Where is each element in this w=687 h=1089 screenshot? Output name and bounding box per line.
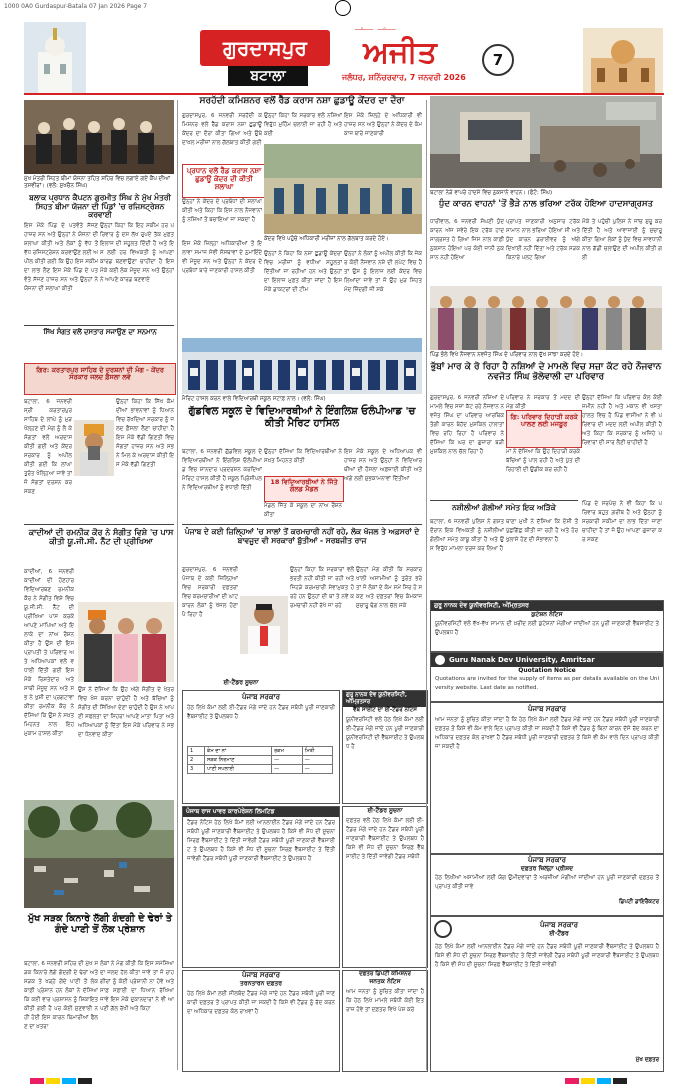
notice-n5-table: 1 ਕੰਮ ਦਾ ਨਾਂ ਰਕਮ ਮਿਤੀ 2 ਸੜਕ ਨਿਰਮਾਣ — — 3 ਪਾਣੀ ਸਪਲਾਈ — — bbox=[187, 746, 333, 774]
block-camp-photo bbox=[24, 100, 174, 174]
rehab-headline: ਸਰਹੱਦੀ ਕਮਿਸ਼ਨਰ ਵਲੋਂ ਰੈੱਡ ਕਰਾਸ ਨਸ਼ਾ ਛੁਡਾਊ ਕੇਂਦਰ ਦਾ ਦੌਰਾ bbox=[199, 96, 405, 106]
truck-accident-caption: ਬਟਾਲਾ ਨੇੜੇ ਵਾਪਰੇ ਹਾਦਸੇ ਵਿਚ ਨੁਕਸਾਨੇ ਵਾਹਨ। (ਫੋਟੋ: ਸਿੰਘ) bbox=[430, 190, 553, 196]
turban-text-col1: ਬਟਾਲਾ, 6 ਜਨਵਰੀ ਸ੍ਰੀ ਕਰਤਾਰਪੁਰ ਸਾਹਿਬ ਦੇ ਲਾਂਘੇ ਨੂੰ ਮੁੜ ਖੋਲ੍ਹਣ ਦੀ ਮੰਗ ਨੂੰ ਲੈ ਕੇ ਸੰਗਤਾਂ ਵਲੋਂ ਅਰਦਾਸ ਕੀਤੀ ਗਈ ਅਤੇ ਕੇਂਦਰ ਸਰਕਾਰ ਨੂੰ ਅਪੀਲ ਕੀਤੀ ਗਈ ਕਿ ਲਾਂਘਾ ਤੁਰੰਤ ਖੋਲ੍ਹਿਆ ਜਾਵੇ ਤਾਂ ਜੋ ਸੰਗਤਾਂ ਦਰਸ਼ਨ ਕਰ ਸਕਣ bbox=[24, 399, 72, 495]
notice-n7 bbox=[182, 806, 340, 968]
building-image bbox=[583, 28, 663, 94]
school-text-col3: ਇਸ ਮੌਕੇ ਸਕੂਲ ਦੇ ਅਧਿਆਪਕ ਵੀ ਹਾਜ਼ਰ ਸਨ ਅਤੇ ਉਨ੍ਹਾਂ ਨੇ ਵਿਦਿਆਰਥੀਆਂ ਦੀ ਹੌਸਲਾ ਅਫ਼ਜ਼ਾਈ ਕੀਤੀ ਅਤੇ ਅੱਗੇ ਲਈ ਸ਼ੁਭਕਾਮਨਾਵਾਂ ਦਿੱਤੀਆਂ bbox=[344, 449, 422, 482]
notice-n8-title: ਦਫ਼ਤਰ ਡਿਪਟੀ ਕਮਿਸ਼ਨਰ bbox=[359, 971, 411, 977]
notice-n7-title: ਪੰਜਾਬ ਰਾਜ ਪਾਵਰ ਕਾਰਪੋਰੇਸ਼ਨ ਲਿਮਟਿਡ bbox=[183, 807, 339, 817]
turban-text-col2: ਉਨ੍ਹਾਂ ਕਿਹਾ ਕਿ ਸਿੱਖ ਕੌਮ ਦੀਆਂ ਭਾਵਨਾਵਾਂ ਨੂੰ ਧਿਆਨ ਵਿਚ ਰੱਖਦਿਆਂ ਸਰਕਾਰ ਨੂੰ ਜਲਦ ਫ਼ੈਸਲਾ ਲੈਣਾ ਚਾਹੀਦਾ ਹੈ ਇਸ ਮੌਕੇ ਵੱਡੀ ਗਿਣਤੀ ਵਿਚ ਸੰਗਤਾਂ ਹਾਜ਼ਰ ਸਨ ਅਤੇ ਸਭ ਨੇ ਮਿਲ ਕੇ ਅਰਦਾਸ ਕੀਤੀ ਇਸ ਮੌਕੇ ਵੱਡੀ ਗਿਣਤੀ bbox=[116, 399, 174, 468]
notice-n3 bbox=[430, 702, 664, 854]
date-line: ਜਲੰਧਰ, ਸ਼ਨਿੱਚਰਵਾਰ, 7 ਜਨਵਰੀ 2026 bbox=[342, 73, 466, 82]
block-camp-caption: ਮੁੱਖ ਮੰਤਰੀ ਸਿਹਤ ਬੀਮਾ ਯੋਜਨਾ ਤਹਿਤ ਸ਼ਹਿਰ ਵਿਚ ਲਗਾਏ ਗਏ ਕੈਂਪ ਦੀਆਂ ਤਸਵੀਰਾਂ। (ਵਲੋਂ: ਸੁਖਚੈਨ ਸਿੰਘ) bbox=[24, 176, 170, 189]
notice-n9 bbox=[182, 970, 340, 1072]
notice-n4-title: ਗੁਰੂ ਨਾਨਕ ਦੇਵ ਯੂਨੀਵਰਸਿਟੀ, ਅੰਮ੍ਰਿਤਸਰ bbox=[343, 691, 427, 707]
notice-n7-body: ਟੈਂਡਰ ਨੋਟਿਸ ਹੇਠ ਲਿਖੇ ਕੰਮਾਂ ਲਈ ਆਨਲਾਈਨ ਟੈਂਡਰ ਮੰਗੇ ਜਾਂਦੇ ਹਨ ਟੈਂਡਰ ਸਬੰਧੀ ਪੂਰੀ ਜਾਣਕਾਰੀ ਵੈੱਬਸਾਈਟ ਤੇ ਉਪਲਬਧ ਹੈ ਕਿਸੇ ਵੀ ਸੋਧ ਦੀ ਸੂਚਨਾ ਸਿਰਫ਼ ਵੈੱਬਸਾਈਟ ਤੇ ਦਿੱਤੀ ਜਾਵੇਗੀ ਟੈਂਡਰ ਸਬੰਧੀ ਪੂਰੀ ਜਾਣਕਾਰੀ ਵੈੱਬਸਾਈਟ ਤੇ ਉਪਲਬਧ ਹੈ ਕਿਸੇ ਵੀ ਸੋਧ ਦੀ ਸੂਚਨਾ ਸਿਰਫ਼ ਵੈੱਬਸਾਈਟ ਤੇ ਦਿੱਤੀ ਜਾਵੇਗੀ ਟੈਂਡਰ ਸਬੰਧੀ ਪੂਰੀ ਜਾਣਕਾਰੀ ਵੈੱਬਸਾਈਟ ਤੇ ਉਪਲਬਧ ਹੈ bbox=[187, 820, 335, 862]
divider bbox=[24, 524, 174, 525]
notice-n3-title: ਪੰਜਾਬ ਸਰਕਾਰ bbox=[527, 705, 566, 713]
pills-text-col1: ਬਟਾਲਾ, 6 ਜਨਵਰੀ ਪੁਲਿਸ ਨੇ ਗਸ਼ਤ ਦੌਰਾਨ ਇਕ ਵਿਅਕਤੀ ਨੂੰ ਨਸ਼ੀਲੀਆਂ ਗੋਲੀਆਂ ਸਮੇਤ ਕਾਬੂ ਕੀਤਾ ਹੈ ਅਤੇ ਉਸ ਵਿਰੁੱਧ ਮਾਮਲਾ ਦਰਜ ਕਰ ਲਿਆ ਹੈ bbox=[430, 519, 504, 552]
notice-n5 bbox=[182, 690, 340, 804]
net-exam-headline: ਕਾਦੀਆਂ ਦੀ ਰਮਨੀਕ ਕੌਰ ਨੇ ਸੰਗੀਤ ਵਿਸ਼ੇ 'ਚ ਪਾਸ ਕੀਤੀ ਯੂ.ਜੀ.ਸੀ. ਨੈੱਟ ਦੀ ਪ੍ਰੀਖਿਆ bbox=[28, 528, 174, 547]
garbage-text-col2: ਲੋਕਾਂ ਨੇ ਮੰਗ ਕੀਤੀ ਕਿ ਇਸ ਸਮੱਸਿਆ ਦਾ ਜਲਦ ਹੱਲ ਕੀਤਾ ਜਾਵੇ ਤਾਂ ਜੋ ਰਾਹਗੀਰਾਂ ਨੂੰ ਕੋਈ ਪ੍ਰੇਸ਼ਾਨੀ ਨਾ ਹੋਵੇ ਅਤੇ ਸਾਫ਼ ਸਫ਼ਾਈ ਦਾ ਧਿਆਨ ਰੱਖਿਆ ਜਾਵੇ ਇਸ ਮੌਕੇ ਦੁਕਾਨਦਾਰਾਂ ਨੇ ਵੀ ਆਪਣੀ ਗੱਲ ਰੱਖੀ ਅਤੇ ਕਿਹਾ bbox=[100, 961, 174, 1012]
notice-n1-body: ਯੂਨੀਵਰਸਿਟੀ ਵਲੋਂ ਵੱਖ-ਵੱਖ ਸਾਮਾਨ ਦੀ ਖ਼ਰੀਦ ਲਈ ਕੁਟੇਸ਼ਨਾਂ ਮੰਗੀਆਂ ਜਾਂਦੀਆਂ ਹਨ ਪੂਰੀ ਜਾਣਕਾਰੀ ਵੈੱਬਸਾਈਟ ਤੇ ਉਪਲਬਧ ਹੈ bbox=[435, 621, 659, 636]
truck-text-col2: ਪ੍ਰਾਪਤ ਜਾਣਕਾਰੀ ਅਨੁਸਾਰ ਟਰੱਕ ਸਾਮਾਨ ਨਾਲ ਭਰਿਆ ਹੋਇਆ ਸੀ ਅਤੇ ਧੁੰਦ ਕਾਰਨ ਡਰਾਈਵਰ ਨੂੰ ਅੱਗੇ ਦਿਖਾਈ ਨਹੀਂ ਦਿੱਤਾ ਅਤੇ ਟਰੱਕ ਸੜਕ ਕਿਨਾਰੇ ਪਲਟ ਗਿਆ bbox=[506, 219, 580, 261]
employees-text-col1: ਗੁਰਦਾਸਪੁਰ, 6 ਜਨਵਰੀ ਪੰਜਾਬ ਦੇ ਕਈ ਜ਼ਿਲ੍ਹਿਆਂ ਵਿਚ ਸਰਕਾਰੀ ਦਫ਼ਤਰਾਂ ਵਿਚ ਕਰਮਚਾਰੀਆਂ ਦੀ ਘਾਟ ਕਾਰਨ ਲੋਕਾਂ ਨੂੰ ਖੱਜਲ ਹੋਣਾ ਪੈ ਰਿਹਾ ਹੈ bbox=[182, 567, 238, 618]
rehab-text-col2: ਉਨ੍ਹਾਂ ਕਿਹਾ ਕਿ ਸਰਕਾਰ ਵਲੋਂ ਨਸ਼ਿਆਂ ਵਿਰੁੱਧ ਮੁਹਿੰਮ ਚਲਾਈ ਜਾ ਰਹੀ ਹੈ ਅਤੇ ਕਈ bbox=[264, 113, 342, 137]
notice-n5-title: ਪੰਜਾਬ ਸਰਕਾਰ bbox=[241, 693, 280, 701]
divider bbox=[430, 500, 578, 501]
notice-n11-sub: ਦਫ਼ਤਰ ਜ਼ਿਲ੍ਹਾ ਪ੍ਰੀਸ਼ਦ bbox=[520, 865, 574, 872]
school-text-col2b: ਮੈਡਲ ਜਿੱਤ ਕੇ ਸਕੂਲ ਦਾ ਨਾਂਅ ਰੌਸ਼ਨ ਕੀਤਾ bbox=[264, 503, 342, 518]
school-quote: 18 ਵਿਦਿਆਰਥੀਆਂ ਨੇ ਜਿੱਤੇ ਗੋਲਡ ਮੈਡਲ bbox=[270, 478, 338, 494]
rehab-photo-caption: ਕੇਂਦਰ ਵਿਖੇ ਪਹੁੰਚੇ ਅਧਿਕਾਰੀ ਮਰੀਜ਼ਾਂ ਨਾਲ ਗੱਲਬਾਤ ਕਰਦੇ ਹੋਏ। bbox=[264, 236, 389, 242]
notice-n4-body: ਯੂਨੀਵਰਸਿਟੀ ਵਲੋਂ ਹੇਠ ਲਿਖੇ ਕੰਮਾਂ ਲਈ ਈ-ਟੈਂਡਰ ਮੰਗੇ ਜਾਂਦੇ ਹਨ ਪੂਰੀ ਜਾਣਕਾਰੀ ਯੂਨੀਵਰਸਿਟੀ ਦੀ ਵੈੱਬਸਾਈਟ ਤੇ ਉਪਲਬਧ ਹੈ bbox=[346, 717, 424, 750]
notice-n10-title: ਪੰਜਾਬ ਸਰਕਾਰ bbox=[539, 920, 578, 929]
notice-n1 bbox=[430, 600, 664, 652]
rehab-quote-box bbox=[182, 164, 266, 198]
notice-n11-footer: ਡਿਪਟੀ ਡਾਇਰੈਕਟਰ bbox=[618, 899, 659, 905]
notice-n10-sub: ਈ-ਟੈਂਡਰ bbox=[549, 929, 569, 937]
notice-n10-body: ਹੇਠ ਲਿਖੇ ਕੰਮਾਂ ਲਈ ਆਨਲਾਈਨ ਟੈਂਡਰ ਮੰਗੇ ਜਾਂਦੇ ਹਨ ਟੈਂਡਰ ਸਬੰਧੀ ਪੂਰੀ ਜਾਣਕਾਰੀ ਵੈੱਬਸਾਈਟ ਤੇ ਉਪਲਬਧ ਹੈ ਕਿਸੇ ਵੀ ਸੋਧ ਦੀ ਸੂਚਨਾ ਸਿਰਫ਼ ਵੈੱਬਸਾਈਟ ਤੇ ਦਿੱਤੀ ਜਾਵੇਗੀ ਟੈਂਡਰ ਸਬੰਧੀ ਪੂਰੀ ਜਾਣਕਾਰੀ ਵੈੱਬਸਾਈਟ ਤੇ ਉਪਲਬਧ ਹੈ ਕਿਸੇ ਵੀ ਸੋਧ ਦੀ ਸੂਚਨਾ ਸਿਰਫ਼ ਵੈੱਬਸਾਈਟ ਤੇ ਦਿੱਤੀ ਜਾਵੇਗੀ bbox=[435, 944, 659, 968]
divider bbox=[182, 524, 422, 525]
sarabjit-raj-photo bbox=[240, 596, 288, 654]
notice-n11 bbox=[430, 854, 664, 916]
notice-n4 bbox=[342, 690, 428, 804]
notice-n2-title: Guru Nanak Dev University, Amritsar bbox=[449, 656, 595, 664]
column-rule bbox=[426, 100, 427, 1070]
block-camp-headline: ਬਲਾਕ ਪ੍ਰਧਾਨ ਕੈਪਟਨ ਗੁਰਮੀਤ ਸਿੰਘ ਨੇ ਮੁੱਖ ਮੰਤਰੀ ਸਿਹਤ ਬੀਮਾ ਯੋਜਨਾ ਦੀ ਪਿੰਡਾਂ 'ਚ ਰਜਿਸਟ੍ਰੇਸ਼ਨ ਕਰਵਾਈ bbox=[29, 193, 171, 220]
garbage-headline: ਮੁੱਖ ਸੜਕ ਕਿਨਾਰੇ ਲੱਗੀ ਗੰਦਗੀ ਦੇ ਢੇਰਾਂ ਤੇ ਗੰਦੇ ਪਾਣੀ ਤੋਂ ਲੋਕ ਪ੍ਰੇਸ਼ਾਨ bbox=[28, 913, 172, 935]
family-photo bbox=[430, 286, 662, 350]
family-text-col2b: ਮਾਂ ਨੇ ਦੱਸਿਆ ਕਿ ਉਹ ਦਿਹਾੜੀ ਕਰਕੇ ਬੱਚਿਆਂ ਨੂੰ ਪਾਲ ਰਹੀ ਹੈ ਅਤੇ ਪੁੱਤ ਦੀ ਰਿਹਾਈ ਦੀ ਉਡੀਕ ਕਰ ਰਹੀ ਹੈ bbox=[506, 449, 580, 473]
block-camp-text-col1: ਇਸ ਮੌਕੇ ਪਿੰਡ ਦੇ ਪਤਵੰਤੇ ਸੱਜਣ ਹਾਜ਼ਰ ਸਨ ਅਤੇ ਉਨ੍ਹਾਂ ਨੇ ਯੋਜਨਾ ਦੀ ਸ਼ਲਾਘਾ ਕੀਤੀ ਅਤੇ ਲੋਕਾਂ ਨੂੰ ਵੱਧ ਤੋਂ ਵੱਧ ਰਜਿਸਟ੍ਰੇਸ਼ਨ ਕਰਵਾਉਣ ਲਈ ਅਪੀਲ ਕੀਤੀ ਗਈ ਕਿ ਉਹ ਇਸ ਸਕੀਮ ਦਾ ਲਾਭ ਲੈਣ ਇਸ ਮੌਕੇ ਪਿੰਡ ਦੇ ਪਤਵੰਤੇ ਸੱਜਣ ਹਾਜ਼ਰ ਸਨ ਅਤੇ ਉਨ੍ਹਾਂ ਨੇ ਯੋਜਨਾ ਦੀ ਸ਼ਲਾਘਾ ਕੀਤੀ bbox=[24, 223, 98, 292]
notice-n8-body: ਆਮ ਜਨਤਾ ਨੂੰ ਸੂਚਿਤ ਕੀਤਾ ਜਾਂਦਾ ਹੈ ਕਿ ਹੇਠ ਲਿਖੇ ਮਾਮਲੇ ਸਬੰਧੀ ਕੋਈ ਇਤਰਾਜ਼ ਹੋਵੇ ਤਾਂ ਦਫ਼ਤਰ ਵਿਖੇ ਪੇਸ਼ ਕਰੇ bbox=[346, 989, 424, 1013]
employees-text-col2: ਉਨ੍ਹਾਂ ਕਿਹਾ ਕਿ ਸਰਕਾਰਾਂ ਵਲੋਂ ਭਰਤੀ ਨਹੀਂ ਕੀਤੀ ਜਾ ਰਹੀ ਅਤੇ ਜਿਹੜੇ ਕਰਮਚਾਰੀ ਸੇਵਾਮੁਕਤ ਹੋ ਰਹੇ ਹਨ ਉਨ੍ਹਾਂ ਦੀ ਥਾਂ ਤੇ ਨਵੇਂ ਕਰਮਚਾਰੀ ਨਹੀਂ ਰੱਖੇ ਜਾ ਰਹੇ bbox=[290, 567, 354, 609]
family-text-col3: ਉਨ੍ਹਾਂ ਦੱਸਿਆ ਕਿ ਪਰਿਵਾਰ ਕੋਲ ਕੋਈ ਜ਼ਮੀਨ ਨਹੀਂ ਹੈ ਅਤੇ ਮਕਾਨ ਵੀ ਖਸਤਾ ਹਾਲਤ ਵਿਚ ਹੈ ਪਿੰਡ ਵਾਸੀਆਂ ਨੇ ਵੀ ਪਰਿਵਾਰ ਦੀ ਮਦਦ ਲਈ ਅਪੀਲ ਕੀਤੀ ਹੈ ਅਤੇ ਕਿਹਾ ਕਿ ਸਰਕਾਰ ਨੂੰ ਅਜਿਹੇ ਪਰਿਵਾਰਾਂ ਦੀ ਸਾਰ ਲੈਣੀ ਚਾਹੀਦੀ ਹੈ bbox=[582, 395, 662, 446]
net-exam-photo bbox=[78, 602, 174, 682]
family-photo-caption: ਪਿੰਡ ਭੋਲੇ ਵਿਖੇ ਨੌਜਵਾਨ ਨਵਜੋਤ ਸਿੰਘ ਦੇ ਪਰਿਵਾਰ ਨਾਲ ਦੁੱਖ ਸਾਂਝਾ ਕਰਦੇ ਹੋਏ। bbox=[430, 352, 584, 358]
notice-n9-sub: ਤਰਨਤਾਰਨ ਦਫ਼ਤਰ bbox=[240, 980, 282, 987]
school-photo-caption: ਮੈਰਿਟ ਹਾਸਲ ਕਰਨ ਵਾਲੇ ਵਿਦਿਆਰਥੀ ਸਕੂਲ ਸਟਾਫ਼ ਨਾਲ। (ਵਲੋਂ: ਸਿੰਘ) bbox=[182, 396, 326, 402]
file-info: 1000 0A0 Gurdaspur-Batala 07 Jan 2026 Page 7 bbox=[4, 3, 148, 10]
pills-text-col2: ਥਾਣਾ ਮੁਖੀ ਨੇ ਦੱਸਿਆ ਕਿ ਦੋਸ਼ੀ ਤੋਂ ਪੁੱਛਗਿੱਛ ਕੀਤੀ ਜਾ ਰਹੀ ਹੈ ਅਤੇ ਹੋਰ ਖੁਲਾਸੇ ਹੋਣ ਦੀ ਸੰਭਾਵਨਾ ਹੈ bbox=[506, 519, 578, 543]
turban-story-headline: ਸਿੱਖ ਸੰਗਤ ਵਲੋਂ ਦਸਤਾਰ ਸਜਾਉਣ ਦਾ ਸਨਮਾਨ bbox=[43, 328, 157, 336]
notice-n11-title: ਪੰਜਾਬ ਸਰਕਾਰ bbox=[527, 856, 566, 864]
rehab-quote: ਪ੍ਰਧਾਨ ਵਲੋਂ ਰੈੱਡ ਕਰਾਸ ਨਸ਼ਾ ਛੁਡਾਊ ਕੇਂਦਰ ਦੀ ਕੀਤੀ ਸ਼ਲਾਘਾ bbox=[186, 167, 262, 192]
turban-story-subhead: ਗਿਰ: ਕਰਤਾਰਪੁਰ ਸਾਹਿਬ ਦੇ ਦਰਸ਼ਨਾਂ ਦੀ ਮੰਗ - ਕੇਂਦਰ ਸਰਕਾਰ ਜਲਦ ਫ਼ੈਸਲਾ ਲਵੇ bbox=[36, 366, 164, 382]
school-quote-box bbox=[264, 476, 344, 502]
pills-headline: ਨਸ਼ੀਲੀਆਂ ਗੋਲੀਆਂ ਸਮੇਤ ਇਕ ਅੜਿੱਕੇ bbox=[452, 503, 556, 512]
garbage-text-col1: ਬਟਾਲਾ, 6 ਜਨਵਰੀ ਸ਼ਹਿਰ ਦੀ ਮੁੱਖ ਸੜਕ ਕਿਨਾਰੇ ਲੱਗੇ ਗੰਦਗੀ ਦੇ ਢੇਰਾਂ ਅਤੇ ਸੜਕ ਤੇ ਖੜ੍ਹੇ ਗੰਦੇ ਪਾਣੀ ਤੋਂ ਲੋਕ ਕਾਫ਼ੀ ਪ੍ਰੇਸ਼ਾਨ ਹਨ ਲੋਕਾਂ ਨੇ ਦੱਸਿਆ ਕਿ ਕਈ ਵਾਰ ਪ੍ਰਸ਼ਾਸਨ ਨੂੰ ਸ਼ਿਕਾਇਤ ਕੀਤੀ ਗਈ ਹੈ ਪਰ ਕੋਈ ਸੁਣਵਾਈ ਨਹੀਂ ਹੋਈ ਇਸ ਕਾਰਨ ਬਿਮਾਰੀਆਂ ਫੈਲਣ ਦਾ ਖ਼ਤਰਾ bbox=[24, 961, 98, 1030]
edition-city-label: ਗੁਰਦਾਸਪੁਰ bbox=[200, 30, 330, 66]
family-headline: ਭੁੱਬਾਂ ਮਾਰ ਕੇ ਰੋ ਰਿਹਾ ਹੈ ਨਸ਼ਿਆਂ ਦੇ ਮਾਮਲੇ ਵਿਚ ਸਜ਼ਾ ਕੱਟ ਰਹੇ ਨੌਜਵਾਨ ਨਵਜੋਤ ਸਿੰਘ ਭੋਲੇਵਾਲੀ ਦਾ ਪਰਿਵਾਰ bbox=[430, 362, 662, 383]
school-text-col2: ਉਨ੍ਹਾਂ ਦੱਸਿਆ ਕਿ ਵਿਦਿਆਰਥੀਆਂ ਨੇ ਸਖ਼ਤ ਮਿਹਨਤ ਕੀਤੀ bbox=[264, 449, 342, 464]
rehab-text-col3b: ਉਨ੍ਹਾਂ ਨੇ ਲੋਕਾਂ ਨੂੰ ਅਪੀਲ ਕੀਤੀ ਕਿ ਜੇਕਰ ਕੋਈ ਨੌਜਵਾਨ ਨਸ਼ੇ ਦੀ ਲਪੇਟ ਵਿਚ ਹੈ ਤਾਂ ਉਸ ਨੂੰ ਇਲਾਜ ਲਈ ਕੇਂਦਰ ਵਿਚ ਲਿਆਂਦਾ ਜਾਵੇ ਤਾਂ ਜੋ ਉਹ ਮੁੜ ਸਿਹਤਮੰਦ ਜ਼ਿੰਦਗੀ ਜੀ ਸਕੇ bbox=[344, 251, 422, 293]
notice-n6-title: ਈ-ਟੈਂਡਰ ਸੂਚਨਾ bbox=[367, 807, 403, 814]
rehab-text-col1b: ਉਨ੍ਹਾਂ ਨੇ ਕੇਂਦਰ ਦੇ ਪ੍ਰਬੰਧਾਂ ਦੀ ਸ਼ਲਾਘਾ ਕੀਤੀ ਅਤੇ ਕਿਹਾ ਕਿ ਇਸ ਨਾਲ ਨੌਜਵਾਨਾਂ ਨੂੰ ਨਸ਼ਿਆਂ ਤੋਂ ਬਚਾਇਆ ਜਾ ਸਕਦਾ ਹੈ bbox=[182, 199, 262, 223]
masthead-rule bbox=[24, 93, 664, 95]
tender-headline-row bbox=[182, 680, 300, 688]
column-rule bbox=[177, 100, 178, 1070]
school-text-col1: ਬਟਾਲਾ, 6 ਜਨਵਰੀ ਗੁੱਡਵਿਲ ਸਕੂਲ ਦੇ ਵਿਦਿਆਰਥੀਆਂ ਨੇ ਇੰਗਲਿਸ਼ ਓਲੰਪੀਆਡ ਵਿਚ ਸ਼ਾਨਦਾਰ ਪ੍ਰਦਰਸ਼ਨ ਕਰਦਿਆਂ ਮੈਰਿਟ ਹਾਸਲ ਕੀਤੀ ਹੈ ਸਕੂਲ ਪ੍ਰਿੰਸੀਪਲ ਨੇ ਵਿਦਿਆਰਥੀਆਂ ਨੂੰ ਵਧਾਈ ਦਿੱਤੀ bbox=[182, 449, 262, 491]
notice-n10-footer: ਮੁੱਖ ਦਫ਼ਤਰ bbox=[635, 1057, 659, 1063]
notice-n10 bbox=[430, 916, 664, 1072]
notice-n9-title: ਪੰਜਾਬ ਸਰਕਾਰ bbox=[241, 971, 280, 979]
school-students-photo bbox=[182, 338, 422, 394]
notice-n9-body: ਹੇਠ ਲਿਖੇ ਕੰਮਾਂ ਲਈ ਸੀਲਬੰਦ ਟੈਂਡਰ ਮੰਗੇ ਜਾਂਦੇ ਹਨ ਟੈਂਡਰ ਸਬੰਧੀ ਪੂਰੀ ਜਾਣਕਾਰੀ ਦਫ਼ਤਰ ਤੋਂ ਪ੍ਰਾਪਤ ਕੀਤੀ ਜਾ ਸਕਦੀ ਹੈ ਕਿਸੇ ਵੀ ਟੈਂਡਰ ਨੂੰ ਰੱਦ ਕਰਨ ਦਾ ਅਧਿਕਾਰ ਦਫ਼ਤਰ ਕੋਲ ਰਾਖਵਾਂ ਹੈ bbox=[187, 991, 335, 1015]
divider bbox=[24, 325, 174, 326]
garbage-photo bbox=[24, 800, 174, 908]
net-exam-text-col2: ਉਸ ਨੇ ਦੱਸਿਆ ਕਿ ਉਹ ਅੱਗੇ ਸੰਗੀਤ ਦੇ ਖੇਤਰ ਵਿਚ ਖੋਜ ਕਰਨਾ ਚਾਹੁੰਦੀ ਹੈ ਅਤੇ ਬੱਚਿਆਂ ਨੂੰ ਸੰਗੀਤ ਦੀ ਸਿੱਖਿਆ ਦੇਣਾ ਚਾਹੁੰਦੀ ਹੈ ਉਸ ਨੇ ਆਪਣੀ ਸਫਲਤਾ ਦਾ ਸਿਹਰਾ ਆਪਣੇ ਮਾਤਾ ਪਿਤਾ ਅਤੇ ਅਧਿਆਪਕਾਂ ਨੂੰ ਦਿੱਤਾ ਇਸ ਮੌਕੇ ਪਰਿਵਾਰ ਨੇ ਸਭ ਦਾ ਧੰਨਵਾਦ ਕੀਤਾ bbox=[78, 687, 174, 738]
turban-story-subhead-box bbox=[24, 363, 176, 395]
family-quote: ਗਿ: ਪਰਿਵਾਰ ਦਿਹਾੜੀ ਕਰਕੇ ਪਾਲਣ ਲਈ ਮਜਬੂਰ bbox=[510, 413, 578, 429]
employees-text-col3: ਉਨ੍ਹਾਂ ਮੰਗ ਕੀਤੀ ਕਿ ਸਰਕਾਰ ਖਾਲੀ ਅਸਾਮੀਆਂ ਨੂੰ ਤੁਰੰਤ ਭਰੇ ਤਾਂ ਜੋ ਲੋਕਾਂ ਦੇ ਕੰਮ ਸਮੇਂ ਸਿਰ ਹੋ ਸਕਣ ਅਤੇ ਦਫ਼ਤਰਾਂ ਵਿਚ ਕੰਮਕਾਜ ਸੁਚਾਰੂ ਢੰਗ ਨਾਲ ਚੱਲ ਸਕੇ bbox=[356, 567, 422, 609]
school-headline: ਗੁੱਡਵਿਲ ਸਕੂਲ ਦੇ ਵਿਦਿਆਰਥੀਆਂ ਨੇ ਇੰਗਲਿਸ਼ ਓਲੰਪੀਆਡ 'ਚ ਕੀਤੀ ਮੈਰਿਟ ਹਾਸਿਲ bbox=[188, 406, 416, 429]
rehab-text-col3: ਇਸ ਮੌਕੇ ਜ਼ਿਲ੍ਹੇ ਦੇ ਅਧਿਕਾਰੀ ਵੀ ਹਾਜ਼ਰ ਸਨ ਅਤੇ ਉਨ੍ਹਾਂ ਨੇ ਕੇਂਦਰ ਦੇ ਕੰਮਕਾਜ ਬਾਰੇ ਜਾਣਕਾਰੀ bbox=[344, 113, 422, 137]
notice-n6 bbox=[342, 806, 428, 968]
notice-n6-body: ਦਫ਼ਤਰ ਵਲੋਂ ਹੇਠ ਲਿਖੇ ਕੰਮਾਂ ਲਈ ਈ-ਟੈਂਡਰ ਮੰਗੇ ਜਾਂਦੇ ਹਨ ਟੈਂਡਰ ਸਬੰਧੀ ਪੂਰੀ ਜਾਣਕਾਰੀ ਵੈੱਬਸਾਈਟ ਤੇ ਉਪਲਬਧ ਹੈ ਕਿਸੇ ਵੀ ਸੋਧ ਦੀ ਸੂਚਨਾ ਸਿਰਫ਼ ਵੈੱਬਸਾਈਟ ਤੇ ਦਿੱਤੀ ਜਾਵੇਗੀ ਟੈਂਡਰ ਸਬੰਧੀ bbox=[346, 818, 424, 860]
notice-n4-sub: ਵੈੱਬ ਸਾਈਟ ਦਾ ਈ-ਟੈਂਡਰ ਨੋਟਿਸ bbox=[353, 707, 417, 713]
notice-n1-sub: ਕੁਟੇਸ਼ਨ ਨੋਟਿਸ bbox=[531, 611, 563, 618]
block-camp-text-col2: ਉਨ੍ਹਾਂ ਕਿਹਾ ਕਿ ਇਹ ਸਕੀਮ ਹਰ ਪਰਿਵਾਰ ਨੂੰ ਦਸ ਲੱਖ ਰੁਪਏ ਤੱਕ ਮੁਫ਼ਤ ਇਲਾਜ ਦੀ ਸਹੂਲਤ ਦਿੰਦੀ ਹੈ ਅਤੇ ਇਸ ਲਈ ਹਰ ਵਿਅਕਤੀ ਨੂੰ ਆਪਣਾ ਕਾਰਡ ਬਣਵਾਉਣਾ ਚਾਹੀਦਾ ਹੈ ਇਸ ਮੌਕੇ ਕਈ ਲੋਕ ਮੌਜੂਦ ਸਨ ਅਤੇ ਉਨ੍ਹਾਂ ਨੇ ਆਪਣੇ ਕਾਰਡ ਬਣਵਾਏ bbox=[100, 223, 174, 283]
truck-text-col1: ਧਾਰੀਵਾਲ, 6 ਜਨਵਰੀ ਸੰਘਣੀ ਧੁੰਦ ਕਾਰਨ ਅੱਜ ਸਵੇਰੇ ਇਕ ਟਰੱਕ ਹਾਦਸਾਗ੍ਰਸਤ ਹੋ ਗਿਆ ਜਿਸ ਨਾਲ ਕਾਫ਼ੀ ਨੁਕਸਾਨ ਹੋਇਆ ਪਰ ਕੋਈ ਜਾਨੀ ਨੁਕਸਾਨ ਨਹੀਂ ਹੋਇਆ bbox=[430, 219, 504, 261]
family-text-col2a: ਪਰਿਵਾਰ ਨੇ ਸਰਕਾਰ ਤੋਂ ਮਦਦ ਦੀ ਮੰਗ ਕੀਤੀ bbox=[506, 395, 580, 410]
notice-n11-body: ਹੇਠ ਲਿਖੀਆਂ ਅਸਾਮੀਆਂ ਲਈ ਯੋਗ ਉਮੀਦਵਾਰਾਂ ਤੋਂ ਅਰਜ਼ੀਆਂ ਮੰਗੀਆਂ ਜਾਂਦੀਆਂ ਹਨ ਪੂਰੀ ਜਾਣਕਾਰੀ ਦਫ਼ਤਰ ਤੋਂ ਪ੍ਰਾਪਤ ਕੀਤੀ ਜਾਵੇ bbox=[435, 875, 659, 890]
notice-n2-body: Quotations are invited for the supply of items as per details available on the University website. Last date as notified. bbox=[435, 676, 659, 691]
family-text-col1: ਗੁਰਦਾਸਪੁਰ, 6 ਜਨਵਰੀ ਨਸ਼ਿਆਂ ਦੇ ਮਾਮਲੇ ਵਿਚ ਸਜ਼ਾ ਕੱਟ ਰਹੇ ਨੌਜਵਾਨ ਨਵਜੋਤ ਸਿੰਘ ਦਾ ਪਰਿਵਾਰ ਆਰਥਿਕ ਤੰਗੀ ਕਾਰਨ ਬੇਹੱਦ ਮੁਸ਼ਕਿਲ ਹਾਲਾਤਾਂ ਵਿਚ ਰਹਿ ਰਿਹਾ ਹੈ ਪਰਿਵਾਰ ਨੇ ਦੱਸਿਆ ਕਿ ਘਰ ਦਾ ਗੁਜ਼ਾਰਾ ਬੜੀ ਮੁਸ਼ਕਿਲ ਨਾਲ ਚੱਲ ਰਿਹਾ ਹੈ bbox=[430, 395, 504, 455]
truck-text-col3: ਮੌਕੇ ਤੇ ਪਹੁੰਚੀ ਪੁਲਿਸ ਨੇ ਜਾਂਚ ਸ਼ੁਰੂ ਕਰ ਦਿੱਤੀ ਹੈ ਅਤੇ ਆਵਾਜਾਈ ਨੂੰ ਸੁਚਾਰੂ ਕੀਤਾ ਗਿਆ ਲੋਕਾਂ ਨੂੰ ਧੁੰਦ ਵਿਚ ਸਾਵਧਾਨੀ ਨਾਲ ਗੱਡੀ ਚਲਾਉਣ ਦੀ ਅਪੀਲ ਕੀਤੀ ਗਈ bbox=[582, 219, 662, 261]
edition-city2-label: ਬਟਾਲਾ bbox=[228, 66, 308, 86]
notice-n8 bbox=[342, 970, 428, 1072]
notice-n2-sub: Quotation Notice bbox=[518, 667, 576, 674]
rehab-text-col1c: ਇਸ ਮੌਕੇ ਜ਼ਿਲ੍ਹਾ ਅਧਿਕਾਰੀਆਂ ਤੋਂ ਇਲਾਵਾ ਸਮਾਜ ਸੇਵੀ ਸੰਸਥਾਵਾਂ ਦੇ ਨੁਮਾਇੰਦੇ ਵੀ ਮੌਜੂਦ ਸਨ ਅਤੇ ਉਨ੍ਹਾਂ ਨੇ ਕੇਂਦਰ ਦੇ ਪ੍ਰਬੰਧਾਂ ਬਾਰੇ ਜਾਣਕਾਰੀ ਹਾਸਲ ਕੀਤੀ bbox=[182, 241, 262, 274]
turban-person-photo bbox=[74, 420, 114, 476]
notice-n2 bbox=[430, 652, 664, 702]
notice-n5-body: ਹੇਠ ਲਿਖੇ ਕੰਮਾਂ ਲਈ ਈ-ਟੈਂਡਰ ਮੰਗੇ ਜਾਂਦੇ ਹਨ ਟੈਂਡਰ ਸਬੰਧੀ ਪੂਰੀ ਜਾਣਕਾਰੀ ਵੈੱਬਸਾਈਟ ਤੇ ਉਪਲਬਧ ਹੈ bbox=[187, 705, 335, 720]
rehab-text-col1: ਗੁਰਦਾਸਪੁਰ, 6 ਜਨਵਰੀ ਸਰਹੱਦੀ ਕਮਿਸ਼ਨਰ ਵਲੋਂ ਰੈੱਡ ਕਰਾਸ ਨਸ਼ਾ ਛੁਡਾਊ ਕੇਂਦਰ ਦਾ ਦੌਰਾ ਕੀਤਾ ਗਿਆ ਅਤੇ ਉਥੇ ਦਾਖ਼ਲ ਮਰੀਜ਼ਾਂ ਨਾਲ ਗੱਲਬਾਤ ਕੀਤੀ ਗਈ bbox=[182, 113, 262, 146]
paper-name-logo: ਅਜੀਤ bbox=[330, 30, 470, 74]
truck-accident-photo bbox=[430, 96, 662, 188]
employees-headline: ਪੰਜਾਬ ਦੇ ਕਈ ਜ਼ਿਲ੍ਹਿਆਂ 'ਚ ਸਾਲਾਂ ਤੋਂ ਕਰਮਚਾਰੀ ਨਹੀਂ ਰਹੇ, ਲੋਕ ਖੱਜਲ ਤੇ ਅਫ਼ਸਰਾਂ ਦੇ ਬਾਵਜੂਦ ਵੀ ਸਰਕਾਰਾਂ ਬੁੱਤੀਆਂ - ਸਰਬਜੀਤ ਰਾਜ bbox=[184, 527, 420, 545]
notice-n10-header bbox=[431, 917, 663, 941]
net-exam-text-col1: ਕਾਦੀਆਂ, 6 ਜਨਵਰੀ ਕਾਦੀਆਂ ਦੀ ਹੋਣਹਾਰ ਵਿਦਿਆਰਥਣ ਰਮਨੀਕ ਕੌਰ ਨੇ ਸੰਗੀਤ ਵਿਸ਼ੇ ਵਿਚ ਯੂ.ਜੀ.ਸੀ. ਨੈੱਟ ਦੀ ਪ੍ਰੀਖਿਆ ਪਾਸ ਕਰਕੇ ਆਪਣੇ ਮਾਪਿਆਂ ਅਤੇ ਇਲਾਕੇ ਦਾ ਨਾਂਅ ਰੌਸ਼ਨ ਕੀਤਾ ਹੈ ਉਸ ਦੀ ਇਸ ਪ੍ਰਾਪਤੀ ਤੇ ਪਰਿਵਾਰ ਅਤੇ ਅਧਿਆਪਕਾਂ ਵਲੋਂ ਵਧਾਈ ਦਿੱਤੀ ਗਈ ਇਸ ਮੌਕੇ ਰਿਸ਼ਤੇਦਾਰ ਅਤੇ ਸਾਥੀ ਮੌਜੂਦ ਸਨ ਅਤੇ ਸਭ ਨੇ ਖੁਸ਼ੀ ਦਾ ਪ੍ਰਗਟਾਵਾ ਕੀਤਾ ਰਮਨੀਕ ਕੌਰ ਨੇ ਦੱਸਿਆ ਕਿ ਉਸ ਨੇ ਸਖ਼ਤ ਮਿਹਨਤ ਨਾਲ ਇਹ ਮੁਕਾਮ ਹਾਸਲ ਕੀਤਾ bbox=[24, 569, 74, 737]
university-logo-icon bbox=[435, 655, 445, 665]
rehab-text-col2b: ਉਨ੍ਹਾਂ ਨੇ ਕਿਹਾ ਕਿ ਨਸ਼ਾ ਛੁਡਾਊ ਕੇਂਦਰਾਂ ਵਿਚ ਮਰੀਜ਼ਾਂ ਨੂੰ ਵਧੀਆ ਸਹੂਲਤਾਂ ਦਿੱਤੀਆਂ ਜਾ ਰਹੀਆਂ ਹਨ ਅਤੇ ਉਨ੍ਹਾਂ ਦਾ ਇਲਾਜ ਮੁਫ਼ਤ ਕੀਤਾ ਜਾਂਦਾ ਹੈ ਇਸ ਮੌਕੇ ਡਾਕਟਰਾਂ ਦੀ ਟੀਮ bbox=[264, 251, 342, 293]
family-quote-box bbox=[506, 410, 582, 448]
notice-n3-body: ਆਮ ਜਨਤਾ ਨੂੰ ਸੂਚਿਤ ਕੀਤਾ ਜਾਂਦਾ ਹੈ ਕਿ ਹੇਠ ਲਿਖੇ ਕੰਮਾਂ ਲਈ ਟੈਂਡਰ ਮੰਗੇ ਜਾਂਦੇ ਹਨ ਟੈਂਡਰ ਸਬੰਧੀ ਪੂਰੀ ਜਾਣਕਾਰੀ ਦਫ਼ਤਰ ਤੋਂ ਕਿਸੇ ਵੀ ਕੰਮ ਵਾਲੇ ਦਿਨ ਪ੍ਰਾਪਤ ਕੀਤੀ ਜਾ ਸਕਦੀ ਹੈ ਕਿਸੇ ਵੀ ਟੈਂਡਰ ਨੂੰ ਬਿਨਾਂ ਕਾਰਨ ਦੱਸੇ ਰੱਦ ਕਰਨ ਦਾ ਅਧਿਕਾਰ ਦਫ਼ਤਰ ਕੋਲ ਰਾਖਵਾਂ ਹੈ ਟੈਂਡਰ ਸਬੰਧੀ ਪੂਰੀ ਜਾਣਕਾਰੀ ਦਫ਼ਤਰ ਤੋਂ ਕਿਸੇ ਵੀ ਕੰਮ ਵਾਲੇ ਦਿਨ ਪ੍ਰਾਪਤ ਕੀਤੀ ਜਾ ਸਕਦੀ ਹੈ bbox=[435, 717, 659, 750]
notice-n2-header bbox=[431, 653, 663, 667]
truck-accident-headline: ਧੁੰਦ ਕਾਰਨ ਵਾਹਨਾਂ 'ਤੋਂ ਭੈੜੇ ਨਾਲ ਭਰਿਆ ਟਰੱਕ ਹੋਇਆ ਹਾਦਸਾਗ੍ਰਸਤ bbox=[439, 199, 653, 209]
govt-seal-icon bbox=[434, 920, 452, 938]
notice-n1-title: ਗੁਰੂ ਨਾਨਕ ਦੇਵ ਯੂਨੀਵਰਸਿਟੀ, ਅੰਮ੍ਰਿਤਸਰ bbox=[431, 601, 663, 611]
family-text-col3b: ਪਿੰਡ ਦੇ ਸਰਪੰਚ ਨੇ ਵੀ ਕਿਹਾ ਕਿ ਪਰਿਵਾਰ ਬਹੁਤ ਗ਼ਰੀਬ ਹੈ ਅਤੇ ਉਨ੍ਹਾਂ ਨੂੰ ਸਰਕਾਰੀ ਸਕੀਮਾਂ ਦਾ ਲਾਭ ਦਿੱਤਾ ਜਾਣਾ ਚਾਹੀਦਾ ਹੈ ਤਾਂ ਜੋ ਉਹ ਆਪਣਾ ਗੁਜ਼ਾਰਾ ਕਰ ਸਕਣ bbox=[582, 501, 662, 543]
page-number: 7 bbox=[482, 44, 514, 76]
notice-n8-sub: ਜਨਤਕ ਨੋਟਿਸ bbox=[369, 978, 401, 985]
rehab-photo bbox=[264, 144, 422, 234]
gurdwara-image bbox=[24, 22, 86, 94]
tender-headline: ਈ-ਟੈਂਡਰ ਸੂਚਨਾ bbox=[223, 679, 259, 686]
